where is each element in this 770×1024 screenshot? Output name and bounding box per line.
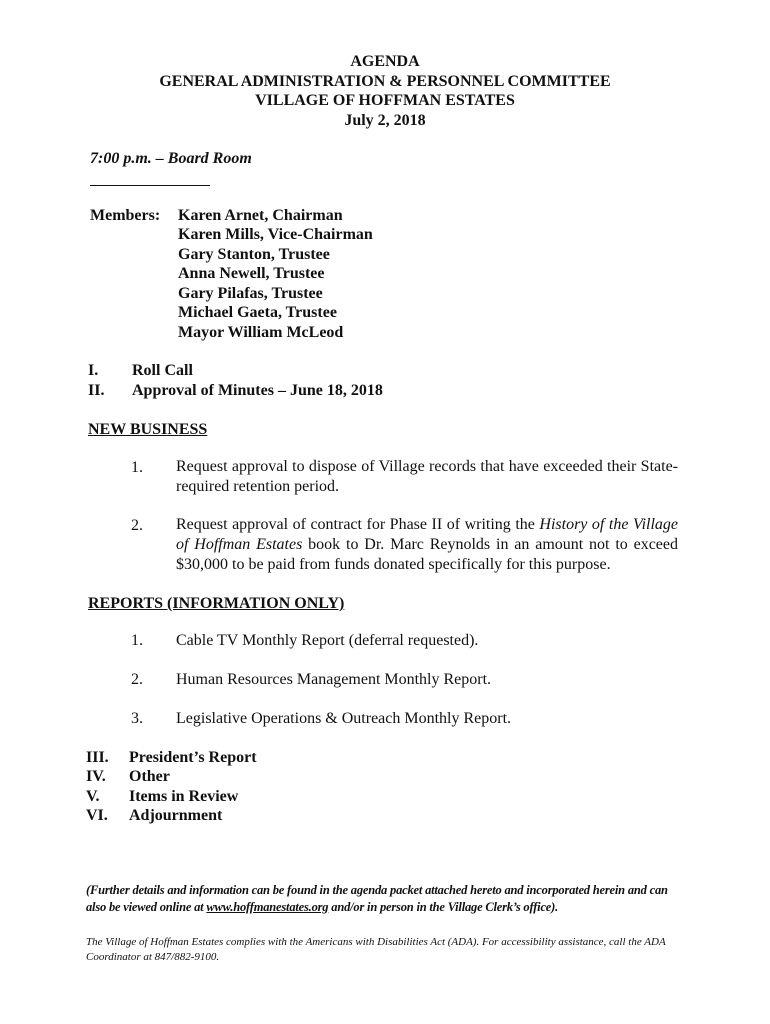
list-item-number: 2. — [131, 517, 143, 534]
member-name: Michael Gaeta, Trustee — [178, 304, 337, 321]
member-name: Gary Stanton, Trustee — [178, 246, 330, 263]
member-name: Karen Mills, Vice-Chairman — [178, 226, 373, 243]
details-text-post: and/or in person in the Village Clerk’s office). — [328, 900, 559, 914]
new-business-heading: NEW BUSINESS — [88, 421, 208, 438]
item-text-pre: Request approval of contract for Phase II of writing the — [176, 516, 540, 533]
agenda-item-other: Other — [129, 768, 170, 785]
new-business-item-records: Request approval to dispose of Village records that have exceeded their State-required retention period. — [176, 458, 678, 495]
meeting-time-place: 7:00 p.m. – Board Room — [90, 150, 252, 167]
reports-heading: REPORTS (INFORMATION ONLY) — [88, 595, 345, 612]
members-label: Members: — [90, 207, 161, 224]
member-name: Mayor William McLeod — [178, 324, 344, 341]
further-details-note — [86, 882, 686, 916]
item-text-post: book to Dr. Marc Reynolds in an amount not to exceed $30,000 to be paid from funds donated specifically for this purpose. — [176, 536, 679, 573]
details-text-pre: (Further details and information can be found in the agenda packet attached hereto and incorporated herein and can also be viewed online at — [86, 883, 668, 914]
report-item-human-resources: Human Resources Management Monthly Report. — [176, 671, 492, 688]
report-item-cable-tv: Cable TV Monthly Report (deferral requested). — [176, 632, 479, 649]
agenda-item-adjournment: Adjournment — [129, 807, 223, 824]
report-item-legislative: Legislative Operations & Outreach Monthly Report. — [176, 710, 512, 727]
new-business-item-history-contract — [176, 515, 678, 575]
agenda-item-roll-call: Roll Call — [132, 362, 193, 379]
list-item-number: 1. — [131, 459, 143, 476]
agenda-item-items-in-review: Items in Review — [129, 788, 239, 805]
agenda-item-number: V. — [86, 788, 100, 805]
committee-name: GENERAL ADMINISTRATION & PERSONNEL COMMITTEE — [159, 73, 611, 90]
agenda-item-number: II. — [88, 382, 105, 399]
ada-compliance-note: The Village of Hoffman Estates complies with the Americans with Disabilities Act (ADA). For accessibility assistance, call the ADA Coordinator at 847/882-9100. — [86, 936, 666, 963]
divider-rule — [90, 185, 210, 186]
list-item-number: 1. — [131, 632, 143, 649]
member-name: Karen Arnet, Chairman — [178, 207, 343, 224]
agenda-item-approval-minutes: Approval of Minutes – June 18, 2018 — [132, 382, 383, 399]
doc-title: AGENDA — [350, 53, 420, 70]
meeting-date: July 2, 2018 — [344, 112, 426, 129]
agenda-item-number: IV. — [86, 768, 106, 785]
village-name: VILLAGE OF HOFFMAN ESTATES — [255, 92, 515, 109]
village-website-link[interactable]: www.hoffmanestates.org — [206, 900, 329, 914]
member-name: Gary Pilafas, Trustee — [178, 285, 323, 302]
book-title: History of the Village of Hoffman Estates — [176, 516, 679, 553]
agenda-item-number: VI. — [86, 807, 108, 824]
member-name: Anna Newell, Trustee — [178, 265, 325, 282]
agenda-item-presidents-report: President’s Report — [129, 749, 257, 766]
list-item-number: 3. — [131, 710, 143, 727]
agenda-item-number: III. — [86, 749, 109, 766]
agenda-item-number: I. — [88, 362, 99, 379]
list-item-number: 2. — [131, 671, 143, 688]
